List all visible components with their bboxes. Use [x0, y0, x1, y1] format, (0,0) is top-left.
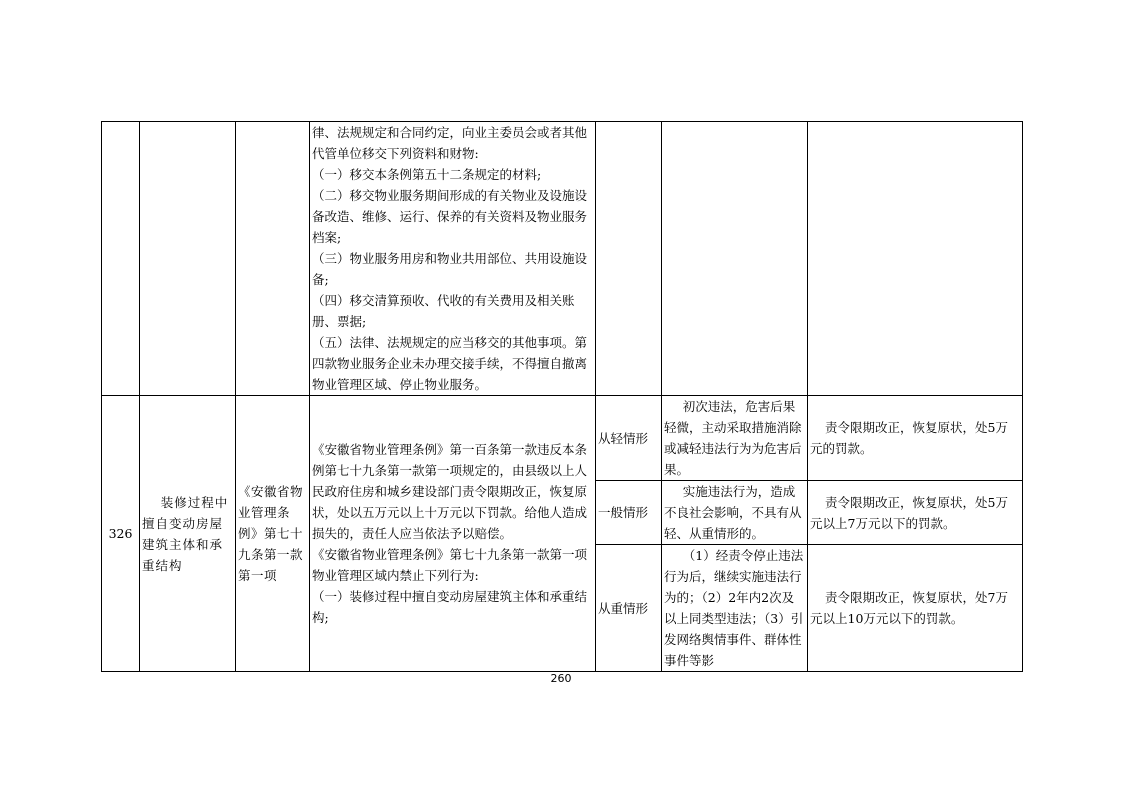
table-row-326-light — [102, 396, 1023, 481]
standard-heavy: （1）经责令停止违法行为后，继续实施违法行为的；（2）2年内2次及以上同类型违法；（3）引发网络舆情事件、群体性事件等影 — [662, 545, 808, 672]
penalty-general: 责令限期改正，恢复原状，处5万元以上7万元以下的罚款。 — [808, 481, 1023, 545]
table-row-continuation — [102, 122, 1023, 396]
item-legal-basis — [310, 396, 596, 672]
penalty-light: 责令限期改正，恢复原状，处5万元的罚款。 — [808, 396, 1023, 481]
situation-general: 一般情形 — [596, 481, 662, 545]
item-law-provision: 《安徽省物业管理条例》第七十九条第一款第一项 — [236, 396, 310, 672]
name-cell-empty — [140, 122, 236, 396]
basis-paragraph: 《安徽省物业管理条例》第一百条第一款违反本条例第七十九条第一款第一项规定的，由县级以上人民政府住房和城乡建设部门责令限期改正，恢复原状，处以五万元以上十万元以下罚款。给他人造成损失的，责任人应当依法予以赔偿。 — [312, 442, 588, 541]
basis-paragraph: 《安徽省物业管理条例》第七十九条第一款第一项物业管理区域内禁止下列行为: — [312, 547, 588, 583]
continuation-line: （二）移交物业服务期间形成的有关物业及设施设备改造、维修、运行、保养的有关资料及物业服务档案; — [312, 188, 588, 245]
continuation-line: 律、法规规定和合同约定，向业主委员会或者其他代管单位移交下列资料和财物: — [312, 125, 588, 161]
situation-heavy: 从重情形 — [596, 545, 662, 672]
item-seq-number: 326 — [102, 396, 140, 672]
item-violation-name: 装修过程中擅自变动房屋建筑主体和承重结构 — [140, 396, 236, 672]
basis-cell-continuation — [310, 122, 596, 396]
standard-cell-empty — [662, 122, 808, 396]
continuation-line: （三）物业服务用房和物业共用部位、共用设施设备; — [312, 251, 588, 287]
continuation-line: （五）法律、法规规定的应当移交的其他事项。第四款物业服务企业未办理交接手续，不得擅自撤离物业管理区域、停止物业服务。 — [312, 335, 588, 392]
penalty-cell-empty — [808, 122, 1023, 396]
continuation-line: （四）移交清算预收、代收的有关费用及相关账册、票据; — [312, 293, 575, 329]
continuation-line: （一）移交本条例第五十二条规定的材料; — [312, 167, 542, 182]
penalty-heavy: 责令限期改正，恢复原状，处7万元以上10万元以下的罚款。 — [808, 545, 1023, 672]
page-number: 260 — [550, 672, 572, 685]
basis-paragraph: （一）装修过程中擅自变动房屋建筑主体和承重结构; — [312, 589, 588, 625]
standard-light: 初次违法，危害后果轻微，主动采取措施消除或减轻违法行为为危害后果。 — [662, 396, 808, 481]
standard-general: 实施违法行为，造成不良社会影响，不具有从轻、从重情形的。 — [662, 481, 808, 545]
situation-cell-empty — [596, 122, 662, 396]
penalty-table — [101, 121, 1023, 672]
seq-cell-empty — [102, 122, 140, 396]
law-cell-empty — [236, 122, 310, 396]
situation-light: 从轻情形 — [596, 396, 662, 481]
